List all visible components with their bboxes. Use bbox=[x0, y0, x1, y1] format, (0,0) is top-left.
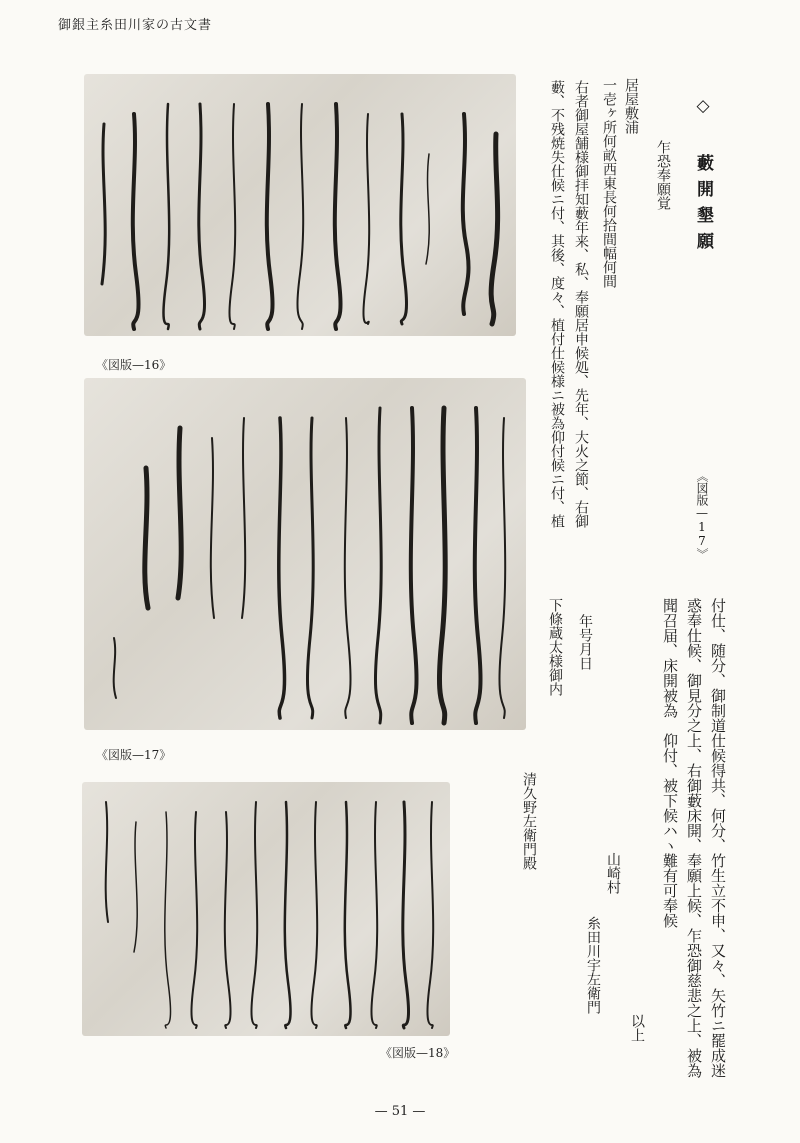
document-date: 年号月日 bbox=[577, 614, 593, 670]
page-number: — 51 — bbox=[374, 1104, 426, 1119]
document-title: ◇ 藪開墾願 bbox=[693, 96, 713, 258]
text-column-3: 一壱ヶ所何畝西東長何拾間幅何間 bbox=[601, 78, 617, 288]
plate-16-caption: 《図版—16》 bbox=[96, 358, 172, 372]
plate-16-image bbox=[84, 74, 516, 336]
plate-17-caption: 《図版—17》 bbox=[96, 748, 172, 762]
text-column-8: 聞召届、床開被為 仰付、被下候ハヽ難有可奉候 bbox=[661, 598, 679, 928]
plate-17-script bbox=[84, 378, 526, 730]
running-header: 御銀主糸田川家の古文書 bbox=[58, 18, 213, 33]
plate-reference: 《図版—17》 bbox=[695, 470, 709, 560]
plate-18-script bbox=[82, 782, 450, 1036]
text-column-4: 右者御屋舗様御拝知藪年来、私、奉願居申候処、先年、大火之節、右御 bbox=[573, 80, 589, 528]
document-heading: 乍恐奉願覚 bbox=[655, 140, 671, 210]
plate-18-caption: 《図版—18》 bbox=[380, 1046, 456, 1060]
plate-17-image bbox=[84, 378, 526, 730]
sender-name: 糸田川宇左衛門 bbox=[585, 916, 601, 1014]
plate-16-script bbox=[84, 74, 516, 336]
addressee-2: 清久野左衛門殿 bbox=[521, 772, 537, 870]
closing-text: 以上 bbox=[629, 1014, 645, 1042]
text-column-7: 惑奉仕候、御見分之上、右御藪床開、奉願上候、乍恐御慈悲之上、被為 bbox=[685, 598, 703, 1078]
text-column-2: 居屋敷浦 bbox=[623, 78, 639, 134]
plate-18-image bbox=[82, 782, 450, 1036]
text-column-6: 付仕、随分、御制道仕候得共、何分、竹生立不申、又々、矢竹ニ罷成迷 bbox=[709, 598, 727, 1078]
village-name: 山崎村 bbox=[605, 852, 621, 894]
text-column-5: 藪、不残焼失仕候ニ付、其後、度々、植付仕候様ニ被為仰付候ニ付、植 bbox=[549, 80, 565, 528]
addressee-1: 下條蔵太様御内 bbox=[547, 598, 563, 696]
